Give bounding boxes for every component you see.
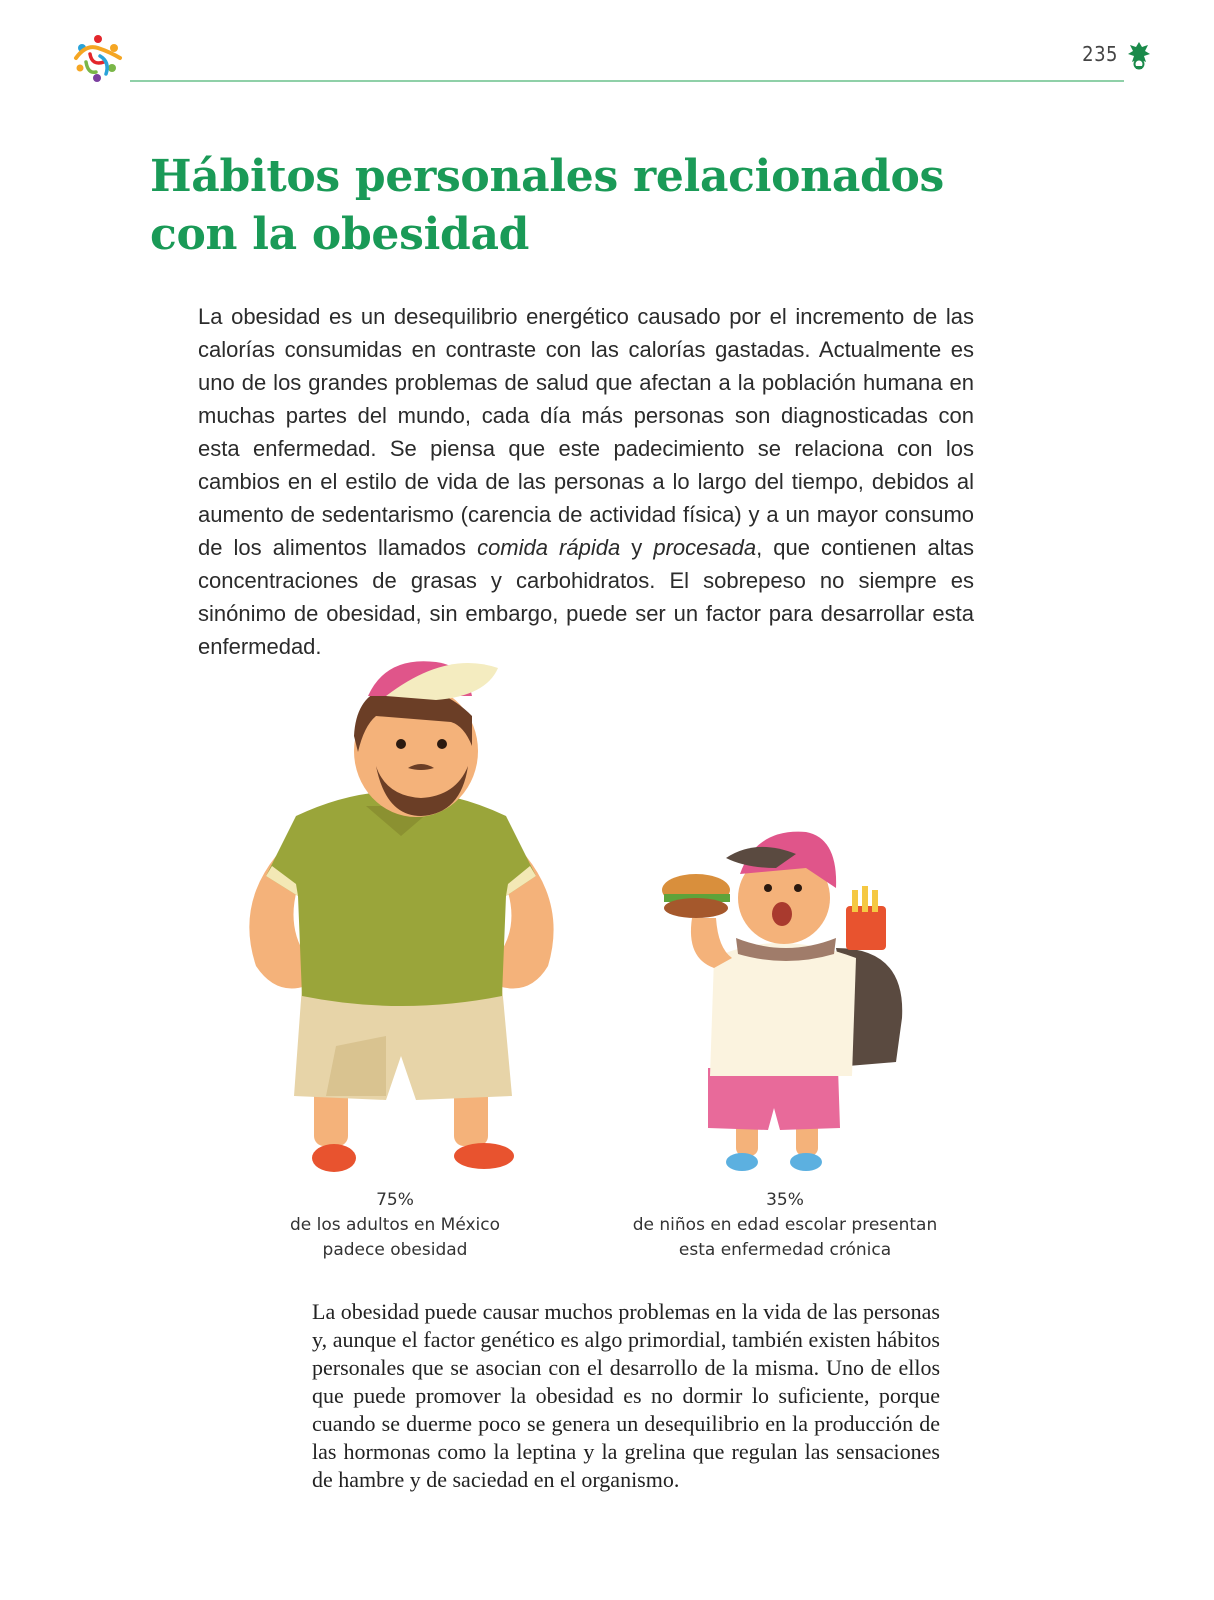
adult-stat-percent: 75% xyxy=(376,1190,414,1210)
obese-child-illustration xyxy=(656,828,916,1188)
colorful-people-logo-icon xyxy=(70,32,126,84)
intro-part-2: y xyxy=(620,535,654,560)
child-stat-line-2: esta enfermedad crónica xyxy=(678,1240,892,1260)
intro-paragraph xyxy=(198,300,974,663)
intro-italic-processed: procesada xyxy=(653,535,757,560)
adult-stat-line-2: padece obesidad xyxy=(322,1240,468,1260)
child-obesity-stat xyxy=(620,1188,950,1263)
title-line-2: con la obesidad xyxy=(150,209,530,260)
header-divider xyxy=(130,80,1124,82)
body-paragraph: La obesidad puede causar muchos problemas en la vida de las personas y, aunque el factor genético es algo primordial, también existen hábitos personales que se asocian con el desarrollo de la misma. Uno de ellos que puede promover la obesidad es no dormir lo suficiente, porque cuando se duerme poco se genera un desequilibrio en la producción de las hormonas como la leptina y la grelina que regulan las sensaciones de hambre y de saciedad en el organismo. xyxy=(312,1299,940,1492)
page-title xyxy=(150,148,1050,264)
page-number: 235 xyxy=(1082,42,1118,66)
intro-part-3: , que contienen altas concentraciones de grasas y carbohidratos. El sobrepeso no siempre es sinónimo de obesidad, sin embargo, puede ser un factor para desarrollar esta enfermedad. xyxy=(198,535,974,659)
obese-adult-illustration xyxy=(236,656,566,1186)
title-line-1: Hábitos personales relacionados xyxy=(150,151,945,202)
adult-obesity-stat xyxy=(270,1188,520,1263)
intro-part-1: La obesidad es un desequilibrio energético causado por el incremento de las calorías consumidas en contraste con las calorías gastadas. Actualmente es uno de los grandes problemas de salud que afectan a la población humana en muchas partes del mundo, cada día más personas son diagnosticadas con esta enfermedad. Se piensa que este padecimiento se relaciona con los cambios en el estilo de vida de las personas a lo largo del tiempo, debidos al aumento de sedentarismo (carencia de actividad física) y a un mayor consumo de los alimentos llamados xyxy=(198,304,974,560)
child-stat-line-1: de niños en edad escolar presentan xyxy=(632,1215,938,1235)
adult-stat-line-1: de los adultos en México xyxy=(289,1215,501,1235)
green-eagle-emblem-icon xyxy=(1126,40,1152,70)
child-stat-percent: 35% xyxy=(766,1190,804,1210)
intro-italic-fast-food: comida rápida xyxy=(477,535,621,560)
